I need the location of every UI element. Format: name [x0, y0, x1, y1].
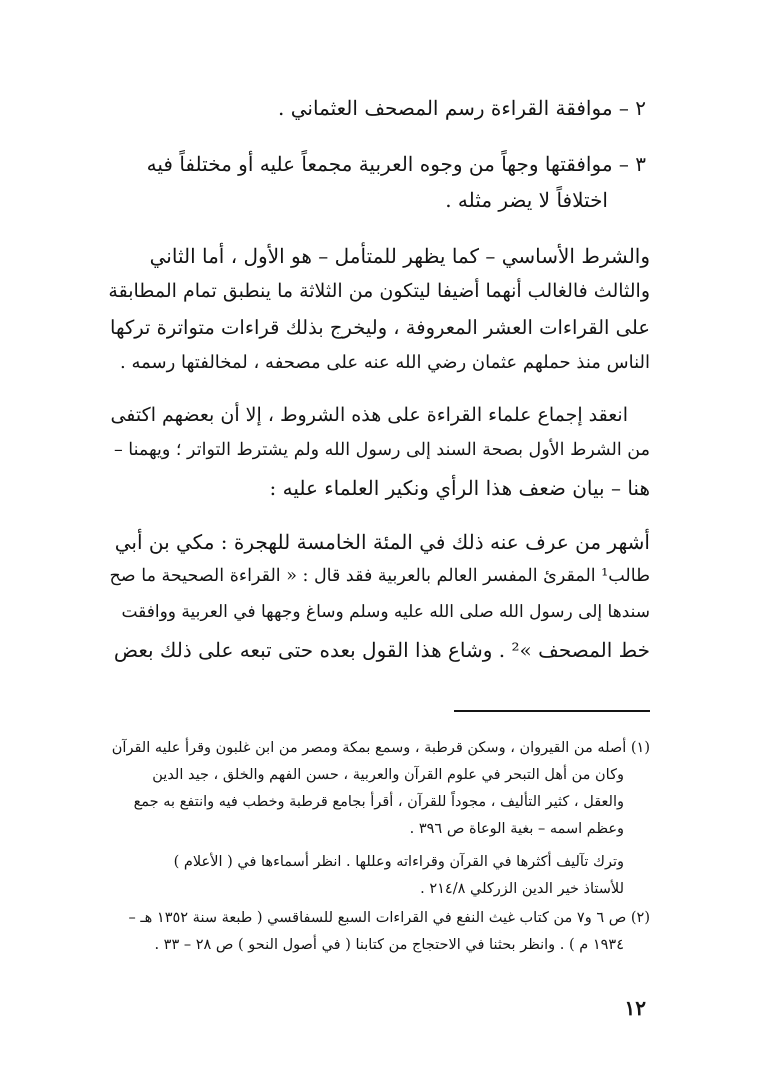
paragraph-3-line-4: خط المصحف »² . وشاع هذا القول بعده حتى تبعه على ذلك بعض	[113, 638, 650, 662]
condition-3-line-1: ٣ – موافقتها وجهاً من وجوه العربية مجمعاً عليه أو مختلفاً فيه	[146, 152, 646, 176]
footnote-1-line-4: وعظم اسمه – بغية الوعاة ص ٣٩٦ .	[409, 821, 624, 837]
condition-3-line-2: اختلافاً لا يضر مثله .	[445, 188, 608, 212]
paragraph-1-line-1: والشرط الأساسي – كما يظهر للمتأمل – هو الأول ، أما الثاني	[149, 244, 650, 268]
paragraph-3-line-2: طالب¹ المقرئ المفسر العالم بالعربية فقد قال : « القراءة الصحيحة ما صح	[109, 566, 650, 586]
footnote-1-line-5: وترك تآليف أكثرها في القرآن وقراءاته وعللها . انظر أسماءها في ( الأعلام )	[173, 854, 624, 870]
paragraph-2-line-3: هنا – بيان ضعف هذا الرأي ونكير العلماء عليه :	[269, 476, 650, 500]
paragraph-1-line-4: الناس منذ حملهم عثمان رضي الله عنه على مصحفه ، لمخالفتها رسمه .	[120, 352, 650, 373]
page-number: ١٢	[624, 996, 646, 1020]
footnote-divider	[454, 710, 650, 712]
footnote-1-line-2: وكان من أهل التبحر في علوم القرآن والعربية ، حسن الفهم والخلق ، جيد الدين	[152, 767, 624, 783]
paragraph-3-line-3: سندها إلى رسول الله صلى الله عليه وسلم وساغ وجهها في العربية ووافقت	[121, 602, 650, 622]
footnote-2-line-2: ١٩٣٤ م ) . وانظر بحثنا في الاحتجاج من كتابنا ( في أصول النحو ) ص ٢٨ – ٣٣ .	[154, 937, 624, 953]
paragraph-2-line-2: من الشرط الأول بصحة السند إلى رسول الله ولم يشترط التواتر ؛ ويهمنا –	[113, 440, 650, 460]
paragraph-3-line-1: أشهر من عرف عنه ذلك في المئة الخامسة للهجرة : مكي بن أبي	[114, 530, 650, 554]
footnote-1-line-1: (١) أصله من القيروان ، وسكن قرطبة ، وسمع بمكة ومصر من ابن غلبون وقرأ عليه القرآن	[111, 740, 650, 756]
paragraph-1-line-2: والثالث فالغالب أنهما أضيفا ليتكون من الثلاثة ما ينطبق تمام المطابقة	[108, 280, 650, 302]
paragraph-2-line-1: انعقد إجماع علماء القراءة على هذه الشروط ، إلا أن بعضهم اكتفى	[110, 404, 628, 426]
footnote-2-line-1: (٢) ص ٦ و٧ من كتاب غيث النفع في القراءات السبع للسفاقسي ( طبعة سنة ١٣٥٢ هـ –	[128, 910, 650, 926]
paragraph-1-line-3: على القراءات العشر المعروفة ، وليخرج بذلك قراءات متواترة تركها	[110, 316, 650, 339]
condition-2: ٢ – موافقة القراءة رسم المصحف العثماني .	[278, 96, 646, 120]
footnote-1-line-3: والعقل ، كثير التأليف ، مجوداً للقرآن ، أقرأ بجامع قرطبة وخطب فيه وانتفع به جمع	[133, 794, 624, 810]
footnote-1-line-6: للأستاذ خير الدين الزركلي ٢١٤/٨ .	[420, 881, 624, 897]
